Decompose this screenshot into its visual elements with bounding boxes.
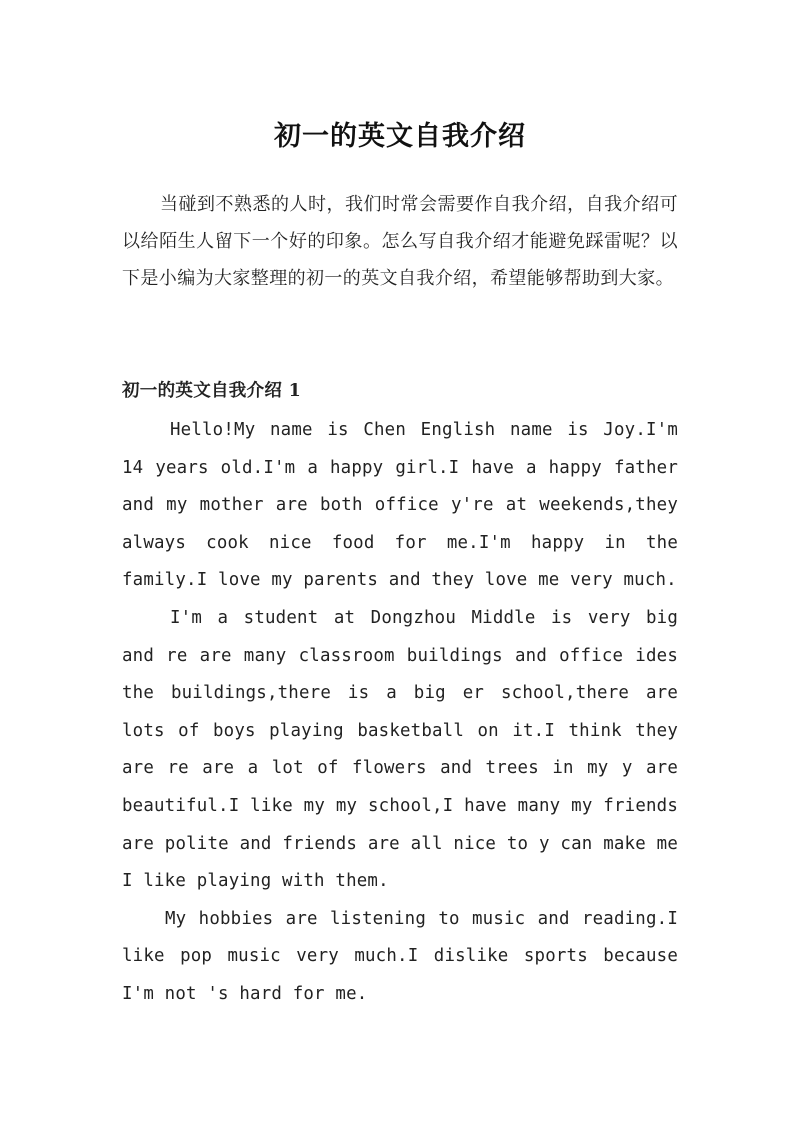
body-paragraph: Hello!My name is Chen English name is Joy.I'm 14 years old.I'm a happy girl.I have a happy father and my mother are both office y're at weekends,they always cook nice food for me.I'm happy in the family.I love my parents and they love me very much. [122,420,678,591]
page-title: 初一的英文自我介绍 [274,121,526,153]
body-paragraph: I'm a student at Dongzhou Middle is very big and re are many classroom buildings and office ides the buildings,there is a big er school,there are lots of boys playing basketball on it.I think they are re are a lot of flowers and trees in my y are beautiful.I like my my school,I have many my friends are polite and friends are all nice to y can make me I like playing with them. [122,607,678,892]
intro-paragraph: 当碰到不熟悉的人时，我们时常会需要作自我介绍，自我介绍可以给陌生人留下一个好的印象。怎么写自我介绍才能避免踩雷呢？以下是小编为大家整理的初一的英文自我介绍，希望能够帮助到大家。 [122,194,678,289]
body-text [122,412,678,1014]
body-paragraph: My hobbies are listening to music and reading.I like pop music very much.I dislike sports because I'm not 's hard for me. [122,908,678,1004]
section-heading: 初一的英文自我介绍 1 [122,381,302,401]
